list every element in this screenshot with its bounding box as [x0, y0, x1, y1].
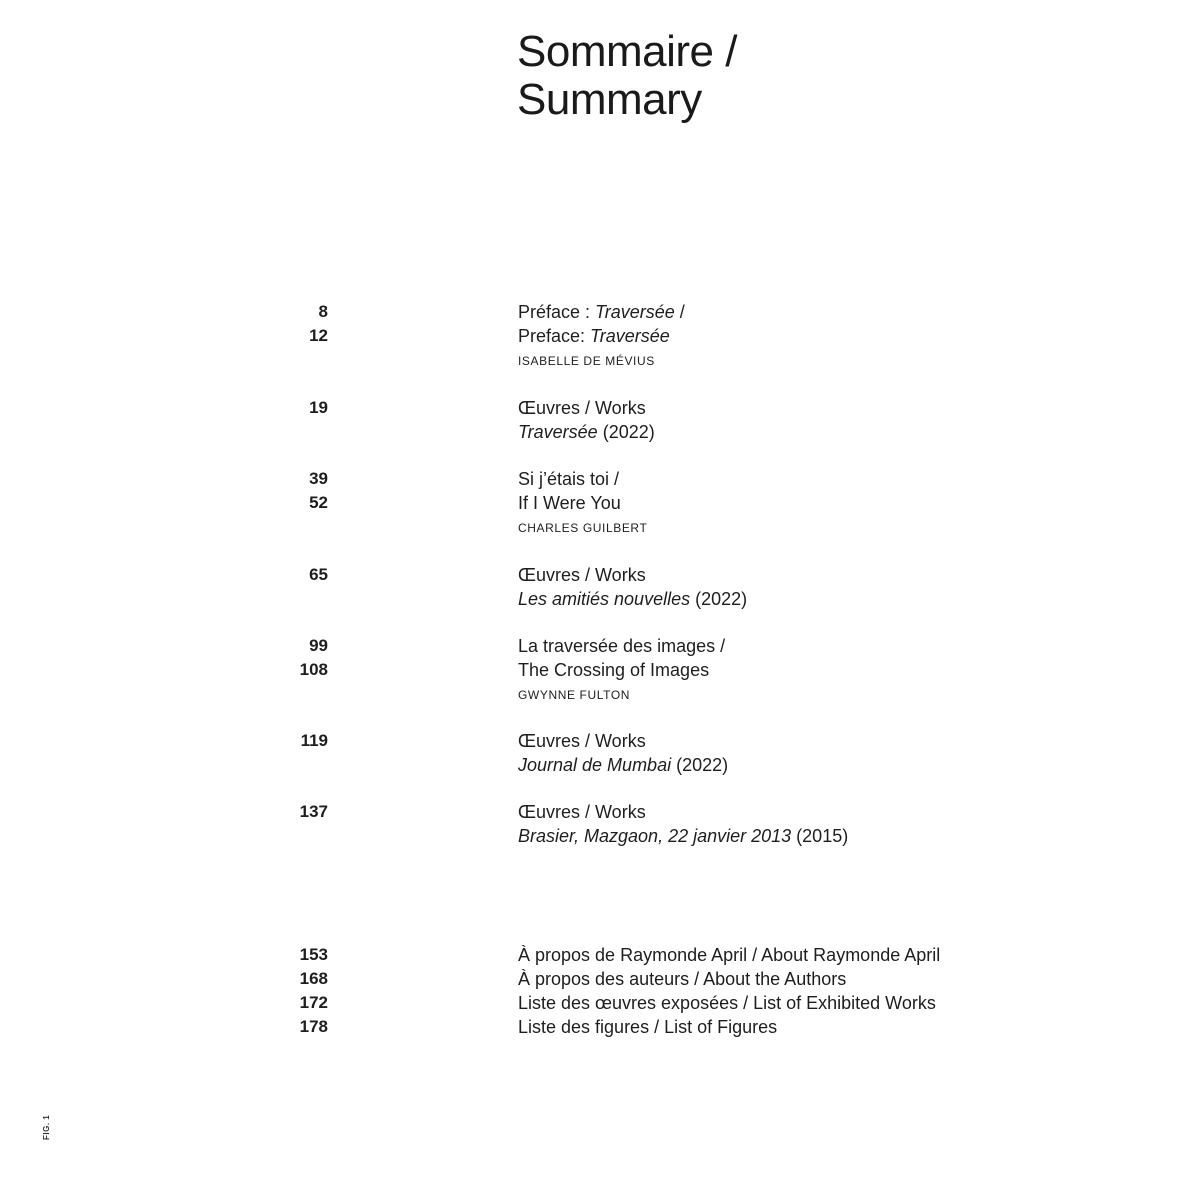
entry-title-italic: Traversée — [590, 326, 670, 346]
entry-title-suffix: (2022) — [690, 589, 748, 609]
entry-title-italic: Traversée — [518, 422, 598, 442]
entry-text — [518, 729, 728, 777]
entry-title-plain: Œuvres / Works — [518, 731, 646, 751]
entry-title-line — [518, 729, 728, 753]
appendix-item-about-april[interactable]: À propos de Raymonde April / About Raymonde April — [518, 945, 941, 965]
page-numbers — [230, 634, 328, 682]
page-title — [517, 28, 737, 124]
entry-author: GWYNNE FULTON — [518, 688, 631, 702]
entry-title-plain: The Crossing of Images — [518, 660, 710, 680]
page-number: 39 — [309, 469, 328, 488]
page-number: 99 — [309, 636, 328, 655]
entry-title-line — [518, 658, 725, 682]
page-number: 108 — [299, 660, 328, 679]
entry-title-plain: Œuvres / Works — [518, 398, 646, 418]
entry-title-line — [518, 491, 647, 515]
entry-author: ISABELLE DE MÉVIUS — [518, 354, 655, 368]
page-number: 168 — [299, 969, 328, 988]
page-number: 178 — [299, 1017, 328, 1036]
entry-title-plain: Preface: — [518, 326, 591, 346]
figure-label: FIG. 1 — [42, 1114, 51, 1140]
page-numbers — [230, 729, 328, 753]
entry-title-suffix: (2015) — [791, 826, 849, 846]
entry-title-plain: Œuvres / Works — [518, 565, 646, 585]
entry-text — [518, 396, 655, 444]
entry-title-line — [518, 824, 848, 848]
entry-title-line — [518, 634, 725, 658]
page-number: 52 — [309, 493, 328, 512]
entry-text — [518, 800, 848, 848]
entry-title-italic: Brasier, Mazgaon, 22 janvier 2013 — [518, 826, 792, 846]
page-number: 137 — [299, 802, 328, 821]
page-number: 19 — [309, 398, 328, 417]
appendix-text — [518, 943, 940, 1039]
page-number: 65 — [309, 565, 328, 584]
entry-title-plain: Préface : — [518, 302, 596, 322]
page-numbers — [230, 300, 328, 348]
title-line-french: Sommaire / — [517, 27, 737, 76]
appendix-item-exhibited-works[interactable]: Liste des œuvres exposées / List of Exhibited Works — [518, 993, 936, 1013]
entry-title-line — [518, 753, 728, 777]
page-number: 8 — [318, 302, 328, 321]
entry-title-italic: Traversée — [595, 302, 675, 322]
entry-text — [518, 563, 747, 611]
title-line-english: Summary — [517, 75, 702, 124]
entry-title-line — [518, 420, 655, 444]
entry-title-line — [518, 324, 685, 348]
entry-title-line — [518, 587, 747, 611]
entry-title-line — [518, 800, 848, 824]
appendix-item-about-authors[interactable]: À propos des auteurs / About the Authors — [518, 969, 847, 989]
page-numbers — [230, 563, 328, 587]
entry-title-suffix: (2022) — [671, 755, 729, 775]
entry-title-italic: Journal de Mumbai — [518, 755, 672, 775]
entry-title-line — [518, 467, 647, 491]
entry-title-suffix: / — [674, 302, 685, 322]
entry-text — [518, 634, 725, 707]
page-numbers — [230, 396, 328, 420]
page-numbers — [230, 467, 328, 515]
page-number: 119 — [300, 731, 328, 750]
entry-title-line — [518, 300, 685, 324]
appendix-page-numbers — [230, 943, 328, 1039]
page-number: 12 — [309, 326, 328, 345]
entry-title-italic: Les amitiés nouvelles — [518, 589, 691, 609]
entry-title-suffix: (2022) — [597, 422, 655, 442]
page-number: 153 — [299, 945, 328, 964]
entry-title-plain: La traversée des images / — [518, 636, 726, 656]
entry-title-line — [518, 396, 655, 420]
entry-title-plain: If I Were You — [518, 493, 621, 513]
entry-text — [518, 467, 647, 540]
appendix-item-list-of-figures[interactable]: Liste des figures / List of Figures — [518, 1017, 778, 1037]
entry-title-plain: Œuvres / Works — [518, 802, 646, 822]
page-numbers — [230, 800, 328, 824]
entry-title-plain: Si j’étais toi / — [518, 469, 620, 489]
entry-title-line — [518, 563, 747, 587]
entry-text — [518, 300, 685, 373]
page-number: 172 — [299, 993, 328, 1012]
entry-author: CHARLES GUILBERT — [518, 521, 648, 535]
